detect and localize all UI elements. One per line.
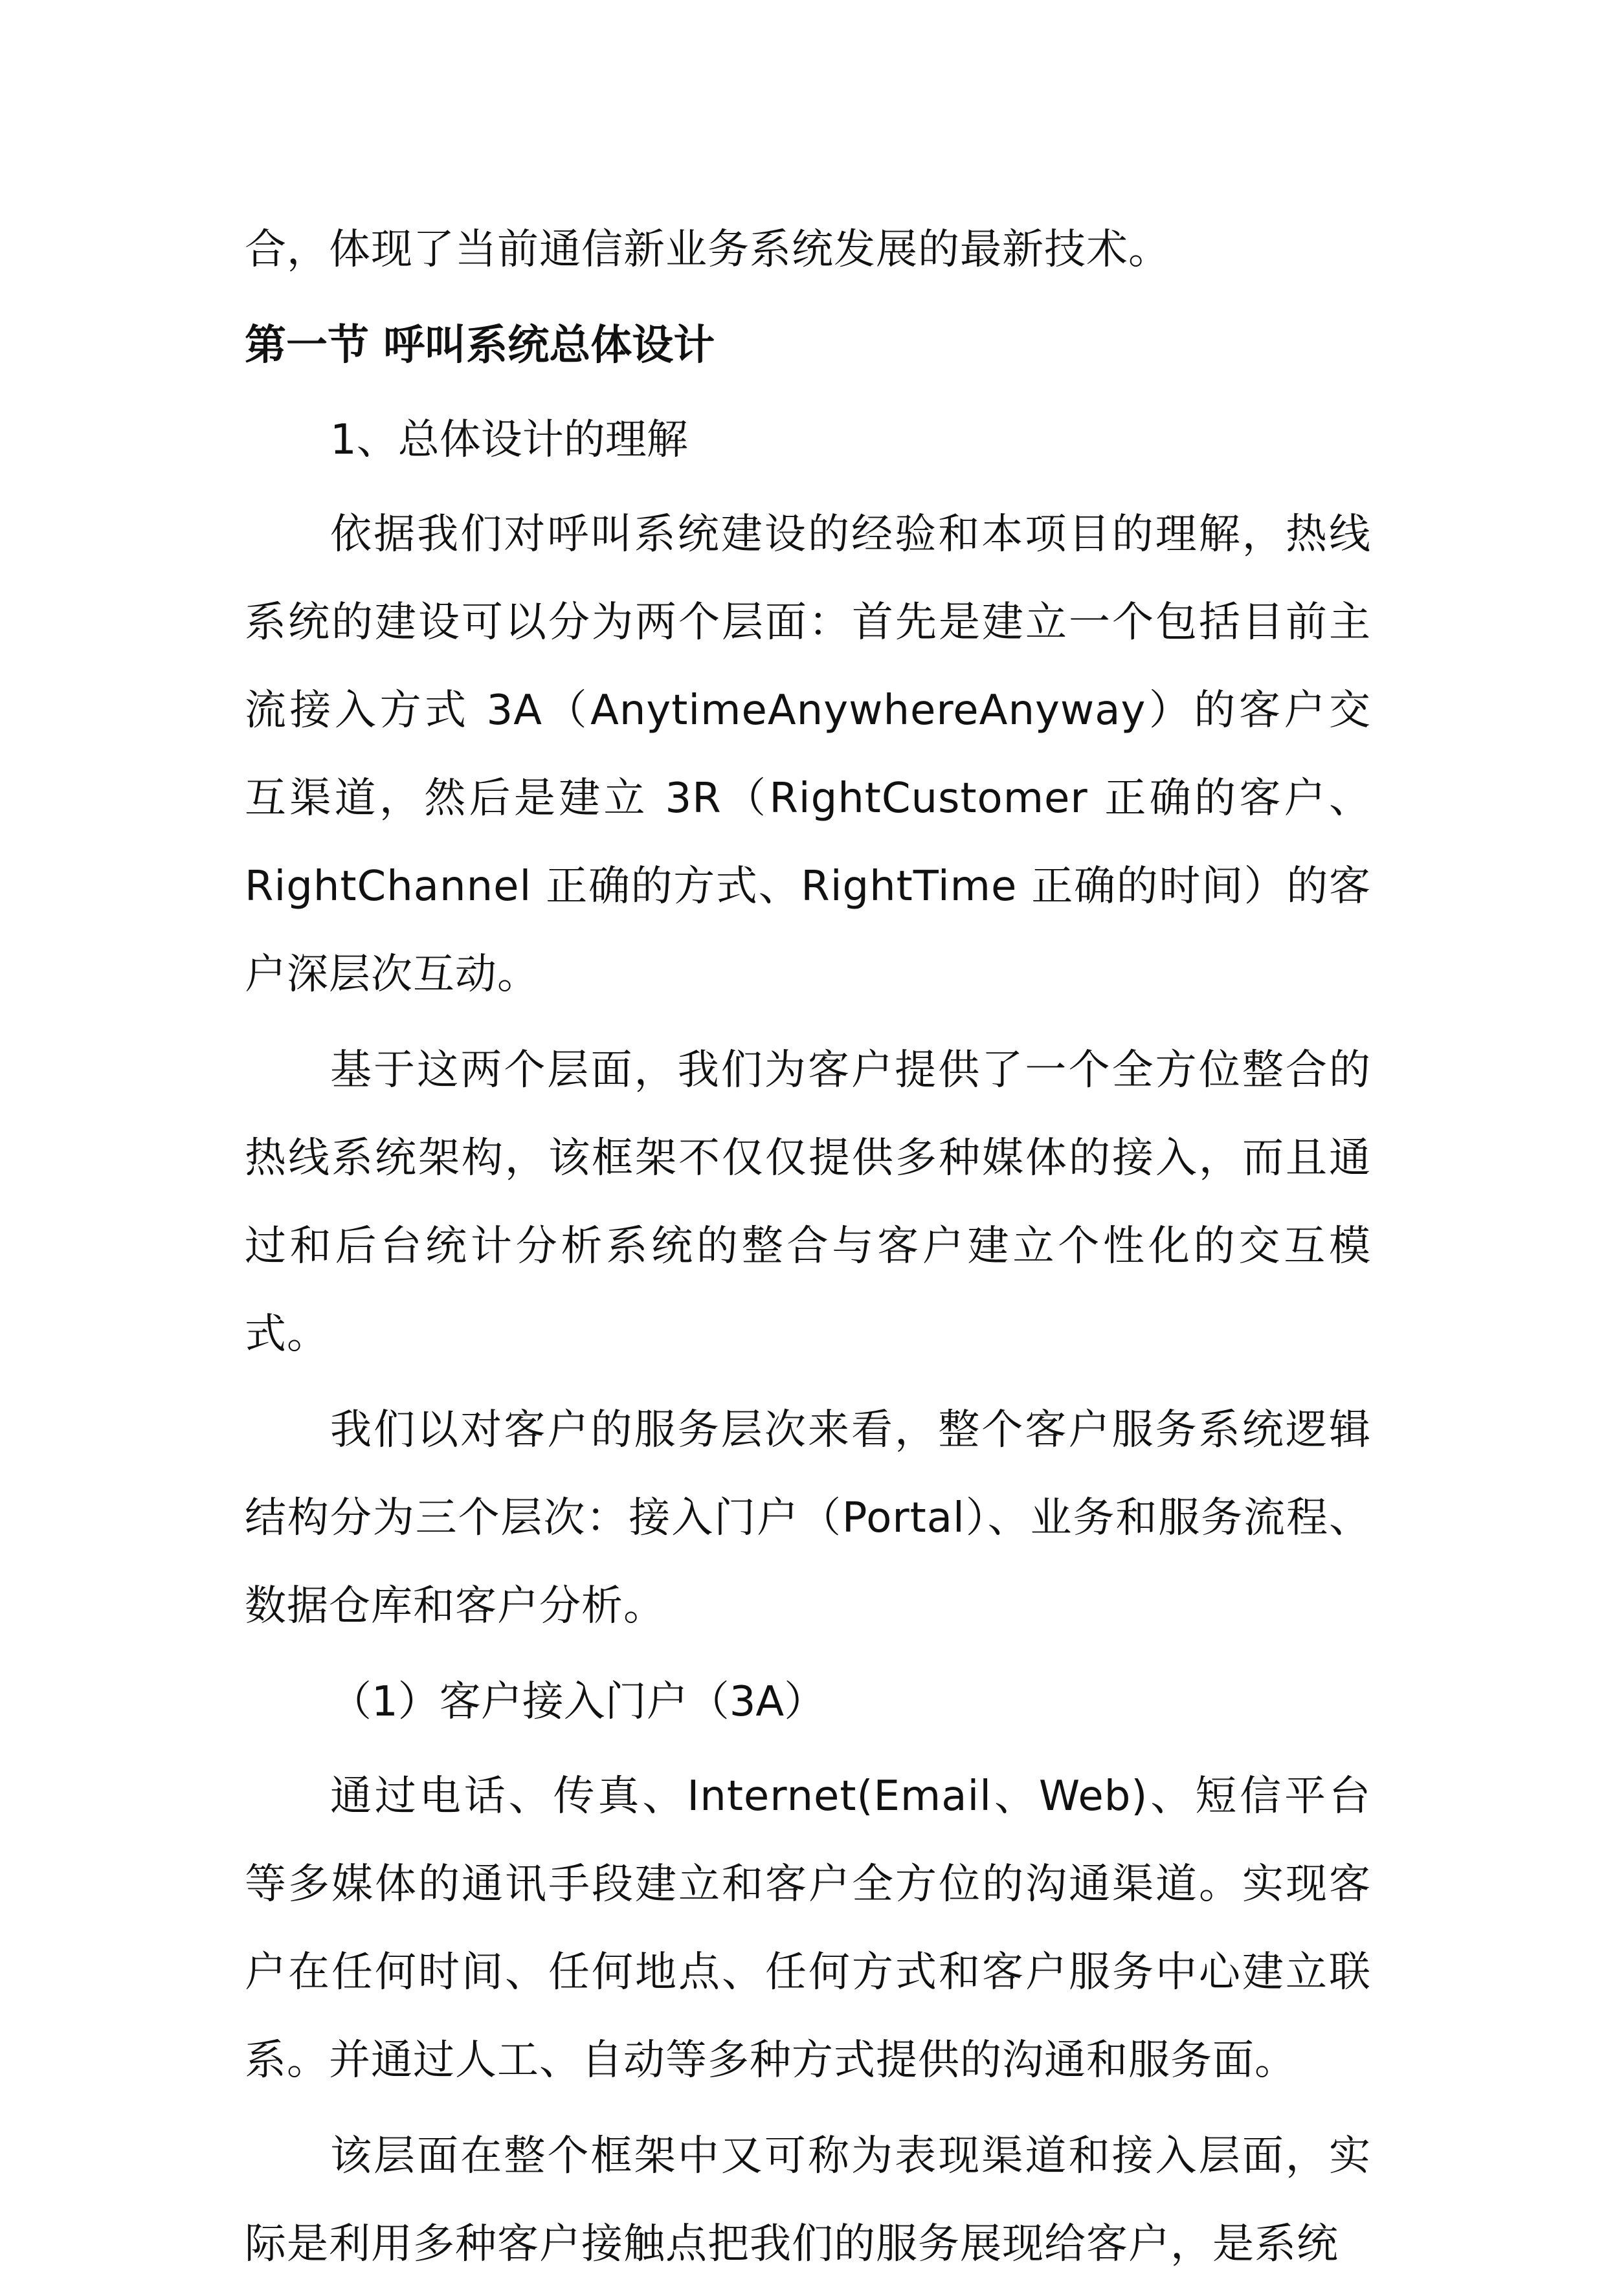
paragraph-1: 依据我们对呼叫系统建设的经验和本项目的理解，热线系统的建设可以分为两个层面：首先是建立一个包括目前主流接入方式 3A（AnytimeAnywhereAnyway）的客户交互渠道，然后是建立 3R（RightCustomer 正确的客户、RightChannel 正确的方式、RightTime 正确的时间）的客户深层次互动。 [245,511,1371,999]
paragraph-5: 该层面在整个框架中又可称为表现渠道和接入层面，实际是利用多种客户接触点把我们的服务展现给客户，是系统 [245,2132,1371,2268]
document-body [245,206,1371,2296]
paragraph-2: 基于这两个层面，我们为客户提供了一个全方位整合的热线系统架构，该框架不仅仅提供多种媒体的接入，而且通过和后台统计分析系统的整合与客户建立个性化的交互模式。 [245,1046,1371,1358]
subsection-title-2: （1）客户接入门户（3A） [330,1678,826,1726]
subsection-title-1: 1、总体设计的理解 [330,416,688,464]
paragraph-3: 我们以对客户的服务层次来看，整个客户服务系统逻辑结构分为三个层次：接入门户（Portal）、业务和服务流程、数据仓库和客户分析。 [245,1406,1371,1630]
section-title: 第一节 呼叫系统总体设计 [245,322,715,370]
paragraph-4: 通过电话、传真、Internet(Email、Web)、短信平台等多媒体的通讯手段建立和客户全方位的沟通渠道。实现客户在任何时间、任何地点、任何方式和客户服务中心建立联系。并通过人工、自动等多种方式提供的沟通和服务面。 [245,1772,1371,2084]
lead-paragraph: 合，体现了当前通信新业务系统发展的最新技术。 [245,226,1170,274]
